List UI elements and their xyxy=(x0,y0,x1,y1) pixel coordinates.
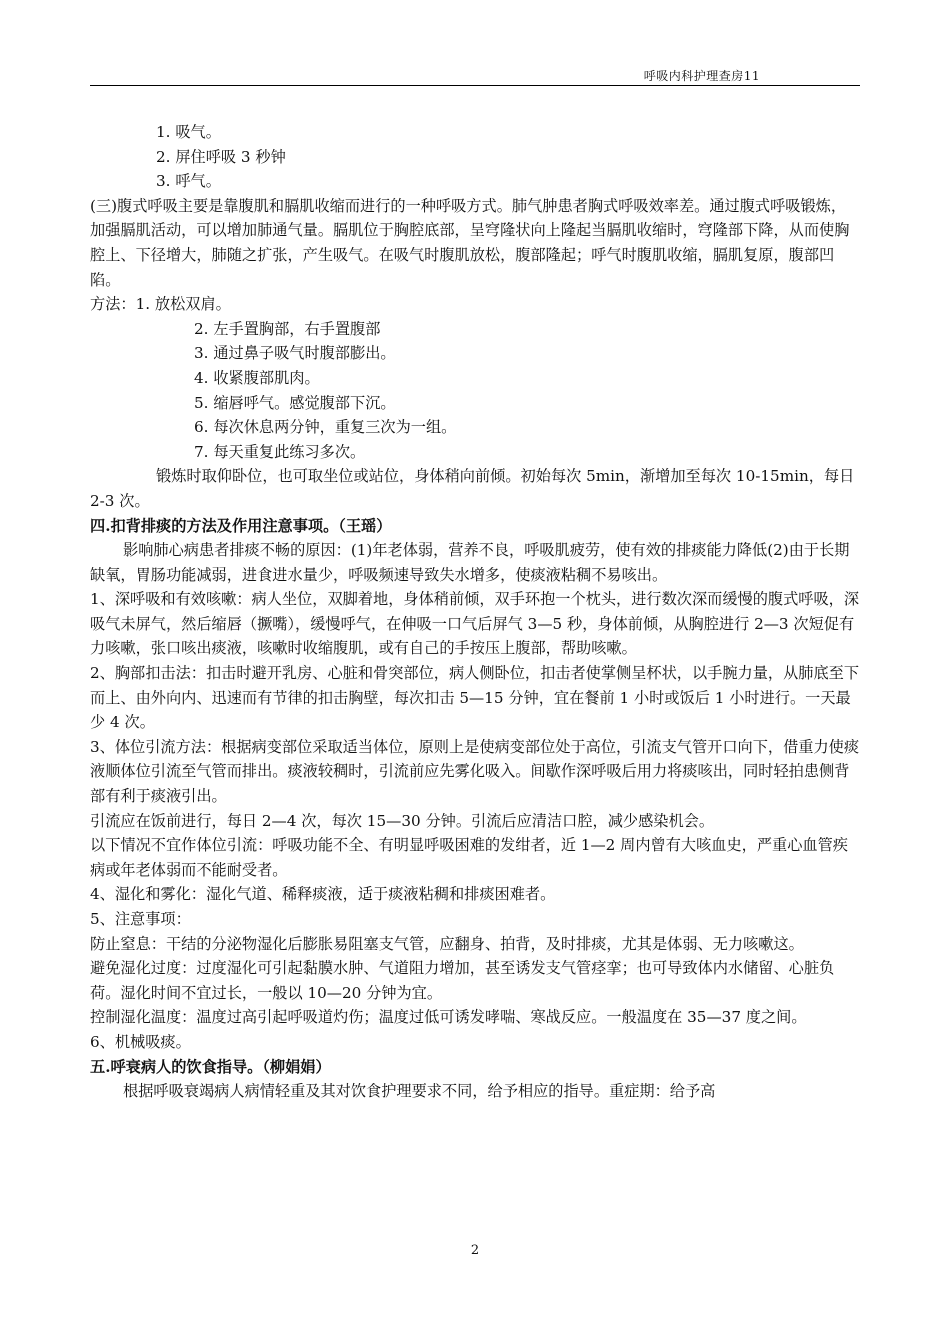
paragraph-item-4: 4、湿化和雾化：湿化气道、稀释痰液，适于痰液粘稠和排痰困难者。 xyxy=(90,885,556,904)
document-body xyxy=(90,120,860,1104)
paragraph-item-5: 5、注意事项： xyxy=(90,910,191,928)
paragraph-abdominal-breathing: (三)腹式呼吸主要是靠腹肌和膈肌收缩而进行的一种呼吸方式。肺气肿患者胸式呼吸效率差。通过腹式呼吸锻炼，加强膈肌活动，可以增加肺通气量。膈肌位于胸腔底部，呈穹隆状向上隆起当膈肌收缩时，穹隆部下降，从而使胸腔上、下径增大，肺随之扩张，产生吸气。在吸气时腹肌放松，腹部隆起；呼气时腹肌收缩，膈肌复原，腹部凹陷。 xyxy=(90,196,850,289)
method-step: 3. 通过鼻子吸气时腹部膨出。 xyxy=(194,344,396,363)
method-step: 4. 收紧腹部肌肉。 xyxy=(194,368,320,387)
page-header-title: 呼吸内科护理查房11 xyxy=(643,69,760,83)
paragraph-item-6: 6、机械吸痰。 xyxy=(90,1032,191,1051)
method-step: 7. 每天重复此练习多次。 xyxy=(194,442,366,461)
method-step: 5. 缩唇呼气。感觉腹部下沉。 xyxy=(194,393,396,412)
paragraph-item-2: 2、胸部扣击法：扣击时避开乳房、心脏和骨突部位，病人侧卧位，扣击者使掌侧呈杯状，以手腕力量，从肺底至下而上、由外向内、迅速而有节律的扣击胸壁，每次扣击 5—15 分钟，宜在餐前 1 小时或饭后 1 小时进行。一天最少 4 次。 xyxy=(90,664,860,732)
paragraph-drainage-timing: 引流应在饭前进行，每日 2—4 次，每次 15—30 分钟。引流后应清洁口腔，减少感染机会。 xyxy=(90,811,715,830)
paragraph-causes: 影响肺心病患者排痰不畅的原因：(1)年老体弱，营养不良，呼吸肌疲劳，使有效的排痰能力降低(2)由于长期缺氧，胃肠功能减弱，进食进水量少，呼吸频速导致失水增多，使痰液粘稠不易咳出。 xyxy=(90,541,850,584)
section-5-title: 五.呼衰病人的饮食指导。（柳娟娟） xyxy=(90,1057,331,1076)
method-step: 6. 每次休息两分钟，重复三次为一组。 xyxy=(194,418,457,437)
step-line: 2. 屏住呼吸 3 秒钟 xyxy=(156,147,286,166)
paragraph-item-1: 1、深呼吸和有效咳嗽：病人坐位，双脚着地，身体稍前倾，双手环抱一个枕头，进行数次深而缓慢的腹式呼吸，深吸气未屏气，然后缩唇（撅嘴），缓慢呼气，在伸吸一口气后屏气 3—5 秒，身体前倾，从胸腔进行 2—3 次短促有力咳嗽，张口咳出痰液，咳嗽时收缩腹肌，或有自己的手按压上腹部，帮助咳嗽。 xyxy=(90,590,860,658)
paragraph-exercise: 锻炼时取仰卧位，也可取坐位或站位，身体稍向前倾。初始每次 5min，渐增加至每次 10-15min，每日 2-3 次。 xyxy=(90,467,855,510)
paragraph-prevent-suffocation: 防止窒息：干结的分泌物湿化后膨胀易阻塞支气管，应翻身、拍背，及时排痰，尤其是体弱、无力咳嗽这。 xyxy=(90,934,804,953)
paragraph-contraindications: 以下情况不宜作体位引流：呼吸功能不全、有明显呼吸困难的发绀者，近 1—2 周内曾有大咳血史，严重心血管疾病或年老体弱而不能耐受者。 xyxy=(90,836,848,879)
paragraph-diet: 根据呼吸衰竭病人病情轻重及其对饮食护理要求不同，给予相应的指导。重症期：给予高 xyxy=(123,1082,716,1101)
step-line: 3. 呼气。 xyxy=(156,172,221,191)
method-step: 2. 左手置胸部，右手置腹部 xyxy=(194,319,381,338)
paragraph-item-3: 3、体位引流方法：根据病变部位采取适当体位，原则上是使病变部位处于高位，引流支气管开口向下，借重力使痰液顺体位引流至气管而排出。痰液较稠时，引流前应先雾化吸入。间歇作深呼吸后用力将痰咳出，同时轻拍患侧背部有利于痰液引出。 xyxy=(90,737,860,806)
section-4-title: 四.扣背排痰的方法及作用注意事项。（王瑶） xyxy=(90,516,392,535)
method-line: 方法：1. 放松双肩。 xyxy=(90,295,231,314)
paragraph-temperature: 控制湿化温度：温度过高引起呼吸道灼伤；温度过低可诱发哮喘、寒战反应。一般温度在 35—37 度之间。 xyxy=(90,1008,807,1027)
page-number: 2 xyxy=(470,1243,480,1258)
step-line: 1. 吸气。 xyxy=(156,123,221,141)
paragraph-avoid-overhumidify: 避免湿化过度：过度湿化可引起黏膜水肿、气道阻力增加，甚至诱发支气管痉挛；也可导致体内水储留、心脏负荷。湿化时间不宜过长，一般以 10—20 分钟为宜。 xyxy=(90,959,835,1002)
header-divider xyxy=(90,85,860,86)
